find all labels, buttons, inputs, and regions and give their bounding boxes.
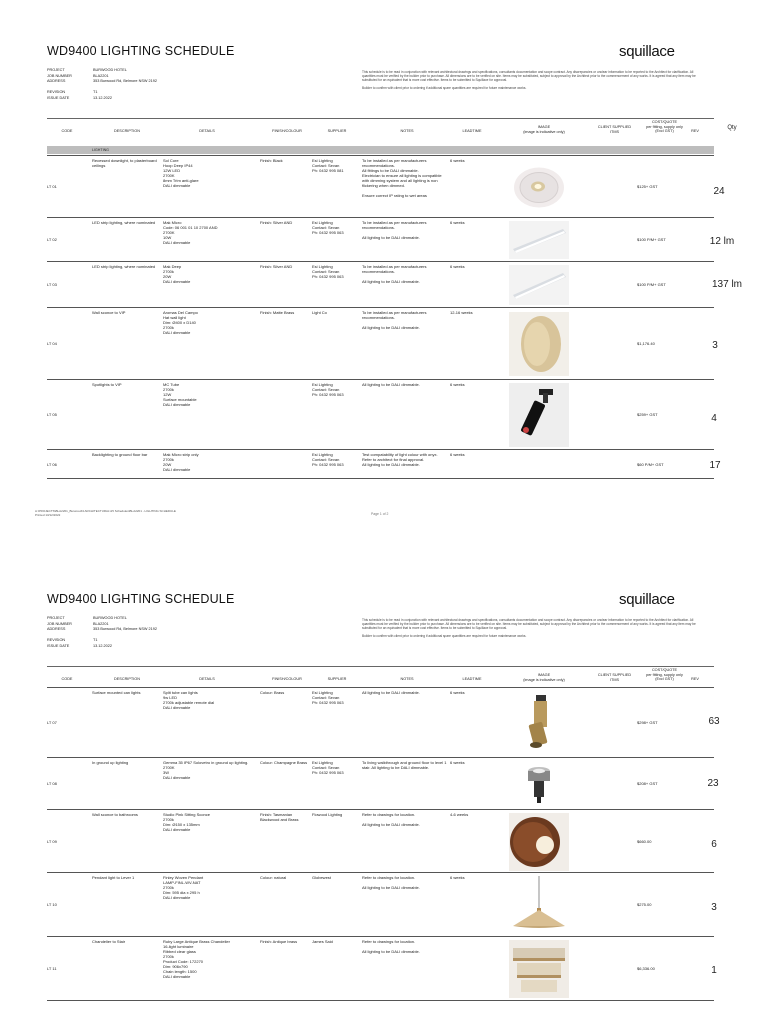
spot-fixture-image	[509, 383, 571, 447]
row-notes: Refer to drawings for location. All lighting to be DALI dimmable.	[362, 812, 420, 827]
job-value: BLA2201	[93, 621, 109, 626]
address-label: ADDRESS	[47, 79, 66, 84]
issue-value: 13.12.2022	[93, 95, 113, 100]
row-notes: Refer to drawings for location. All lighting to be DALI dimmable.	[362, 875, 420, 890]
row-leadtime: 6 weeks	[450, 875, 465, 880]
table-row	[47, 261, 742, 308]
header-image: IMAGE (image is indicative only)	[523, 673, 565, 682]
row-details: Mak Micro Code: 06 001 01 10 2700 AND 2700K 10W DALI dimmable	[163, 220, 218, 245]
row-finish: Finish: Silver AND	[260, 220, 293, 225]
row-details: Mak Deep 2700k 20W DALI dimmable	[163, 264, 191, 284]
header-qty: Qty	[727, 125, 737, 131]
disclaimer-note: Builder to confirm with client prior to ordering if additional spare quantities are required for future maintenance works.	[362, 85, 527, 90]
table-row	[47, 872, 717, 937]
row-description: Backlighting to ground floor bar	[92, 452, 148, 457]
row-code: LT 05	[47, 412, 57, 417]
revision-value: T1	[93, 638, 98, 643]
row-cost: $259+ GST	[637, 412, 658, 417]
row-code: LT 04	[47, 341, 57, 346]
row-notes: To living walkthrough and ground floor to level 1 stair. All lighting to be DALI dimmable.	[362, 760, 447, 770]
job-value: BLA2201	[93, 73, 109, 78]
table-row	[47, 307, 718, 380]
header-rev: REV	[691, 129, 699, 133]
row-code: LT 09	[47, 838, 57, 844]
revision-label: REVISION	[47, 90, 66, 95]
schedule-page-2	[0, 548, 768, 1024]
table-row	[47, 936, 717, 1001]
section-lighting	[47, 146, 714, 154]
row-cost: $60 P/M+ GST	[637, 461, 664, 467]
header-description: DESCRIPTION	[114, 677, 140, 681]
inground-fixture-image	[509, 761, 571, 807]
row-finish: Colour: Champagne Brass	[260, 760, 308, 765]
row-cost: $660.00	[637, 838, 652, 844]
header-finish: FINISH/COLOUR	[272, 129, 302, 133]
footer-printed: Printed 13/12/2022	[35, 513, 61, 517]
project-label: PROJECT	[47, 68, 65, 72]
header-leadtime: LEADTIME	[462, 677, 482, 681]
row-leadtime: 6 weeks	[450, 264, 465, 269]
chandelier-fixture-image	[509, 940, 571, 998]
row-supplier: Esi Lighting Contact: Sevan Ph: 0432 995 081	[312, 158, 344, 173]
row-supplier: Esi Lighting Contact: Sevan Ph: 0432 995 063	[312, 690, 344, 705]
row-details: Studio Pink Sitting Sconce 2700k Dim: Ø150 x 135mm DALI dimmable	[163, 812, 210, 832]
row-notes: To be installed as per manufacturers recommendations. All lighting to be DALI dimmable.	[362, 264, 427, 284]
row-leadtime: 12-16 weeks	[450, 310, 473, 315]
row-code: LT 01	[47, 184, 57, 189]
row-description: Spotlights to VIP	[92, 382, 122, 387]
row-description: Wall sconce to VIP	[92, 310, 126, 315]
row-details: Sol Core Hoop Deep IP44 12W LED 2700K 8mm Trim anti-glare DALI dimmable	[163, 158, 199, 188]
revision-label: REVISION	[47, 638, 66, 643]
row-supplier: Globewest	[312, 875, 331, 880]
header-notes: NOTES	[400, 677, 414, 681]
header-description: DESCRIPTION	[114, 129, 140, 133]
row-cost: $100 P/M+ GST	[637, 237, 666, 242]
row-description: Surface mounted can lights	[92, 690, 141, 695]
issue-label: ISSUE DATE	[47, 95, 70, 100]
header-rev: REV	[691, 677, 699, 681]
table-row	[47, 379, 717, 450]
row-qty: 17	[709, 460, 721, 471]
row-qty: 23	[707, 778, 719, 789]
pendant-fixture-image	[509, 876, 571, 934]
disclaimer-note: Builder to confirm with client prior to ordering if additional spare quantities are required for future maintenance works.	[362, 633, 527, 638]
row-details: Gemma 35 IP67 Solovetro in ground up lighting. 2700K 3W DALI dimmable	[163, 760, 249, 780]
issue-label: ISSUE DATE	[47, 643, 70, 648]
row-finish: Finish: Antique brass	[260, 939, 298, 944]
address-value: 353 Burwood Rd, Belmore NSW 2192	[93, 79, 157, 84]
header-supplier: SUPPLIER	[327, 129, 347, 133]
row-leadtime: 6 weeks	[450, 158, 465, 163]
row-leadtime: 6 weeks	[450, 452, 465, 457]
row-details: Aromas Del Campo Hat wall light Dim: Ø400 x D140 2700k DALI dimmable	[163, 310, 198, 335]
can-fixture-image	[509, 691, 571, 755]
row-description: LED strip lighting, where nominated	[92, 220, 156, 225]
header-details: DETAILS	[199, 677, 215, 681]
header-notes: NOTES	[400, 129, 414, 133]
section-label: LIGHTING	[92, 148, 109, 152]
row-code: LT 08	[47, 781, 57, 786]
row-supplier: Light Co	[312, 310, 327, 315]
row-cost: $298+ GST	[637, 720, 658, 725]
row-finish: Finish: Black	[260, 158, 283, 163]
address-value: 353 Burwood Rd, Belmore NSW 2192	[93, 627, 157, 632]
row-qty: 6	[711, 839, 717, 850]
row-description: LED strip lighting, where nominated	[92, 264, 156, 269]
row-notes: Test compatability of light colour with onyx. Refer to architect for final approval. All lighting to be DALI dimmable.	[362, 452, 438, 467]
header-image: IMAGE (image is indicative only)	[523, 125, 565, 134]
row-code: LT 06	[47, 461, 57, 467]
address-label: ADDRESS	[47, 627, 66, 632]
row-cost: $275.00	[637, 902, 652, 907]
table-row	[47, 687, 720, 758]
row-finish: Colour: natural	[260, 875, 287, 880]
row-notes: All lighting to be DALI dimmable.	[362, 382, 420, 387]
row-cost: $6,336.00	[637, 966, 655, 971]
row-notes: Refer to drawings for location. All lighting to be DALI dimmable.	[362, 939, 420, 954]
row-leadtime: 6 weeks	[450, 220, 465, 225]
row-qty: 63	[708, 716, 720, 727]
row-qty: 4	[711, 413, 717, 424]
row-finish: Colour: Brass	[260, 690, 285, 695]
row-cost: $125+ GST	[637, 184, 658, 189]
project-label: PROJECT	[47, 616, 65, 620]
row-qty: 12 lm	[709, 236, 735, 247]
row-code: LT 07	[47, 720, 57, 725]
row-details: Ruby Large Antique Brass Chandelier 16-light luminaire Ribbed clear glass 2700k Product Code: 172270 Dim: 906x790 Chain length: 1500 DALI dimmable	[163, 939, 230, 979]
row-code: LT 11	[47, 966, 57, 971]
row-finish: Finish: Tasmanian Blackwood and Brass	[260, 812, 299, 822]
row-leadtime: 4-6 weeks	[450, 812, 469, 817]
project-meta	[47, 616, 157, 650]
brand-logo: squillace	[619, 591, 675, 608]
header-details: DETAILS	[199, 129, 215, 133]
project-value: BURWOOD HOTEL	[93, 68, 127, 72]
row-description: In ground up lighting	[92, 760, 129, 765]
job-label: JOB NUMBER	[47, 621, 72, 626]
table-row	[47, 809, 717, 873]
table-header	[47, 118, 737, 145]
row-notes: To be installed as per manufacturers recommendations. All fittings to be DALI dimmable. Electrician to ensure all lighting is compatible with dimming system and all lighting is non flickering when dimmed. Ensure correct IP rating to wet areas	[362, 158, 442, 198]
row-details: Split tube can lights 9w LED 2700k adjustable remote dial DALI dimmable	[163, 690, 215, 710]
row-details: MC Tube 2700k 12W Surface mountable DALI dimmable	[163, 382, 197, 407]
row-supplier: Esi Lighting Contact: Sevan Ph: 0432 995 063	[312, 452, 344, 467]
disclaimer	[362, 70, 707, 90]
row-supplier: Esi Lighting Contact: Sevan Ph: 0432 995 063	[312, 220, 344, 235]
row-supplier: Esi Lighting Contact: Sevan Ph: 0432 995 063	[312, 264, 344, 279]
header-client-supplied: CLIENT SUPPLIED ITMS	[597, 673, 632, 682]
row-supplier: James Said	[312, 939, 333, 944]
header-cost: COST/QUOTE per fitting, supply only (Excl GST)	[646, 668, 683, 682]
page-title: WD9400 LIGHTING SCHEDULE	[47, 44, 235, 58]
table-row	[47, 449, 721, 479]
wood-fixture-image	[509, 813, 571, 871]
header-leadtime: LEADTIME	[462, 129, 482, 133]
row-details: Mak Micro strip only 2700k 20W DALI dimmable	[163, 452, 199, 472]
row-description: Recessed downlight, to plasterboard ceilings	[92, 158, 157, 168]
page-title: WD9400 LIGHTING SCHEDULE	[47, 592, 235, 606]
revision-value: T1	[93, 90, 98, 95]
row-qty: 1	[711, 965, 717, 976]
downlight-fixture-image	[509, 160, 571, 215]
header-supplier: SUPPLIER	[327, 677, 347, 681]
row-cost: $100 P/M+ GST	[637, 282, 666, 287]
row-cost: $1,176.40	[637, 341, 655, 346]
issue-value: 13.12.2022	[93, 643, 113, 648]
row-qty: 24	[713, 186, 725, 197]
row-notes: All lighting to be DALI dimmable.	[362, 690, 420, 695]
row-code: LT 10	[47, 902, 57, 907]
row-leadtime: 6 weeks	[450, 382, 465, 387]
row-qty: 3	[711, 902, 717, 913]
row-leadtime: 6 weeks	[450, 690, 465, 695]
row-cost: $208+ GST	[637, 781, 658, 786]
row-qty: 3	[712, 340, 718, 351]
row-finish: Finish: Matte Brass	[260, 310, 295, 315]
disclaimer-text: This schedule is to be read in conjunction with relevant architectural drawings and specifications, consultants documentation and scope contract. Any discrepancies or unclear information to be reported to the Architect for clarification. All quantities must be verified by the builder prior to purchase. All dimensions are to be verified on site. Items may be substituted, subject to approval by the Architect prior to the commencement of any works. It is agreed that any item may be substituted for an equivalent that is more cost effective. Items to be submitted to Squillace for approval.	[362, 70, 696, 83]
header-code: CODE	[61, 129, 73, 133]
footer-path: A:\PROJECTS\BLA2201_Burwood\3 ARCHITECTURAL\15 Schedules\BLA2201 - LIGHTING SCHEDULE	[35, 509, 176, 513]
disclaimer	[362, 618, 707, 638]
row-supplier: Esi Lighting Contact: Sevan Ph: 0432 995 063	[312, 382, 344, 397]
row-qty: 137 lm	[711, 279, 742, 290]
row-code: LT 03	[47, 282, 57, 287]
header-cost: COST/QUOTE per fitting, supply only (Excl GST)	[646, 120, 683, 134]
row-description: Wall sconce to bathrooms	[92, 812, 138, 817]
row-finish: Finish: Silver AND	[260, 264, 293, 269]
row-description: Chandelier to Stair	[92, 939, 126, 944]
row-notes: To be installed as per manufacturers recommendations. All lighting to be DALI dimmable.	[362, 310, 427, 330]
row-leadtime: 6 weeks	[450, 760, 465, 765]
job-label: JOB NUMBER	[47, 73, 72, 78]
row-code: LT 02	[47, 237, 57, 242]
row-supplier: Esi Lighting Contact: Sevan Ph: 0432 995 063	[312, 760, 344, 775]
row-notes: To be installed as per manufacturers recommendations. All lighting to be DALI dimmable.	[362, 220, 427, 240]
table-row	[47, 155, 725, 218]
table-row	[47, 217, 735, 262]
brand-logo: squillace	[619, 43, 675, 60]
row-description: Pendant light to Lever 1	[92, 875, 135, 880]
header-code: CODE	[61, 677, 73, 681]
row-supplier: Flowood Lighting	[312, 812, 343, 817]
header-finish: FINISH/COLOUR	[272, 677, 302, 681]
strip-fixture-image	[509, 265, 571, 305]
footer	[35, 509, 176, 517]
project-value: BURWOOD HOTEL	[93, 616, 127, 620]
page-number: Page 1 of 2	[371, 512, 389, 516]
strip-fixture-image	[509, 221, 571, 259]
table-row	[47, 757, 719, 810]
sconce-fixture-image	[509, 312, 571, 376]
project-meta	[47, 68, 157, 102]
disclaimer-text: This schedule is to be read in conjunction with relevant architectural drawings and specifications, consultants documentation and scope contract. Any discrepancies or unclear information to be reported to the Architect for clarification. All quantities must be verified by the builder prior to purchase. All dimensions are to be verified on site. Items may be substituted, subject to approval by the Architect prior to the commencement of any works. It is agreed that any item may be substituted for an equivalent that is more cost effective. Items to be submitted to Squillace for approval.	[362, 618, 696, 631]
row-details: Finley Woven Pendant LAMP-FINL-WV-NAT 2700k Dim: 595 dia x 295 h DALI dimmable	[163, 875, 204, 900]
header-client-supplied: CLIENT SUPPLIED ITMS	[597, 125, 632, 134]
